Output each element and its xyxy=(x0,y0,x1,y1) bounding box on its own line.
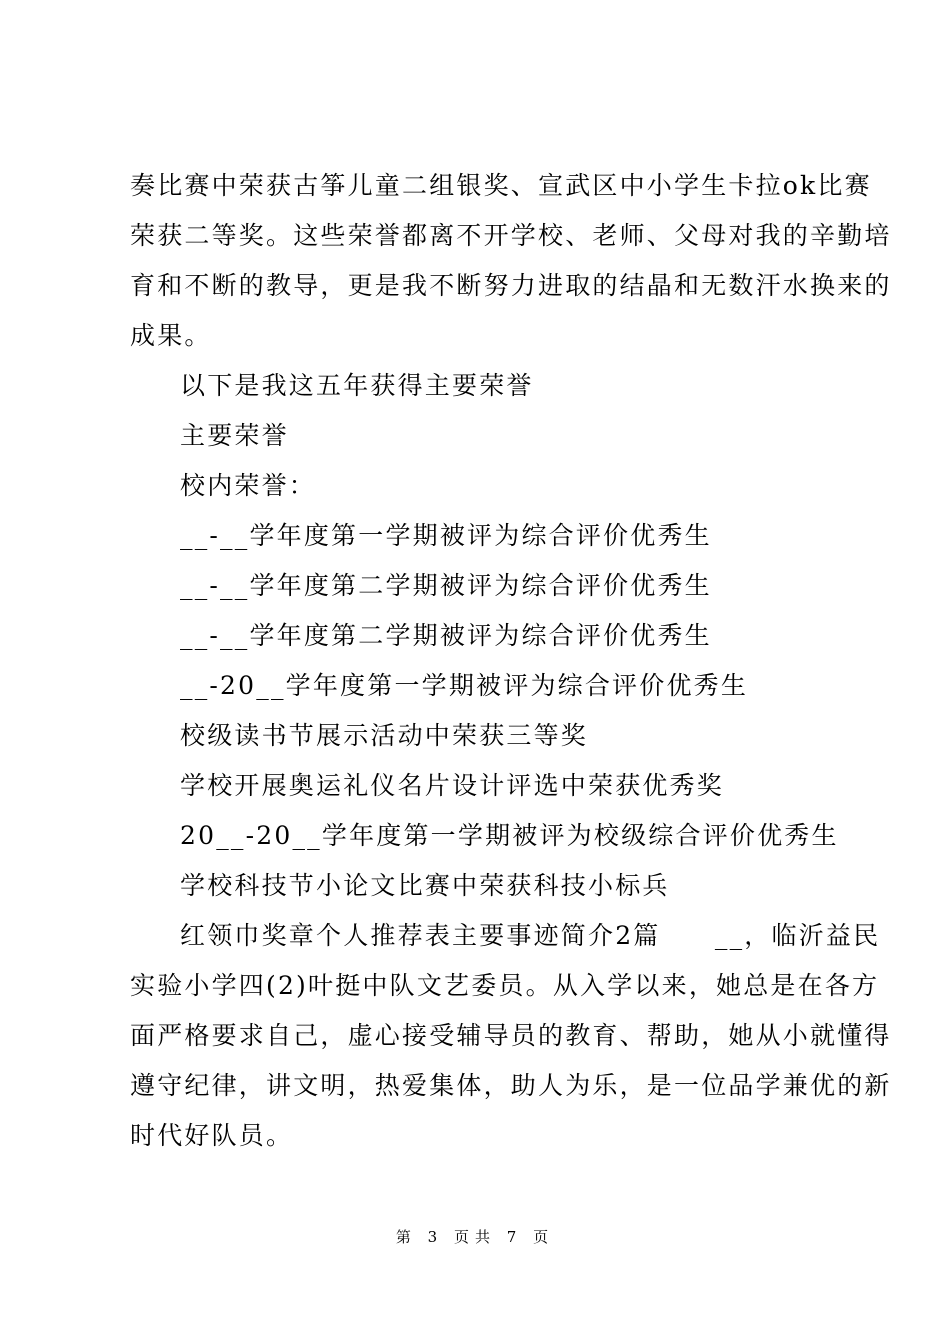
paragraph-line: 面严格要求自己，虚心接受辅导员的教育、帮助，她从小就懂得 xyxy=(130,1021,892,1050)
paragraph-line: 实验小学四(2)叶挺中队文艺委员。从入学以来，她总是在各方 xyxy=(130,971,880,1000)
paragraph-line: 成果。 xyxy=(130,321,212,350)
honor-item: 20__-20__学年度第一学期被评为校级综合评价优秀生 xyxy=(180,821,839,850)
honor-item: 学校科技节小论文比赛中荣获科技小标兵 xyxy=(180,871,670,900)
paragraph-line: 奏比赛中荣获古筝儿童二组银奖、宣武区中小学生卡拉ok比赛 xyxy=(130,171,872,200)
page-number-footer: 第 3 页共 7 页 xyxy=(395,1228,555,1246)
honor-item: __-__学年度第二学期被评为综合评价优秀生 xyxy=(180,621,712,650)
honor-item: 校级读书节展示活动中荣获三等奖 xyxy=(180,721,589,750)
paragraph-line: 时代好队员。 xyxy=(130,1121,294,1150)
section-intro: 以下是我这五年获得主要荣誉 xyxy=(180,371,534,400)
paragraph-line: 遵守纪律，讲文明，热爱集体，助人为乐，是一位品学兼优的新 xyxy=(130,1071,892,1100)
section-heading: 主要荣誉 xyxy=(180,421,289,450)
honor-item: __-__学年度第一学期被评为综合评价优秀生 xyxy=(180,521,712,550)
honor-item: 学校开展奥运礼仪名片设计评选中荣获优秀奖 xyxy=(180,771,725,800)
paragraph-line: 红领巾奖章个人推荐表主要事迹简介2篇 __，临沂益民 xyxy=(180,921,881,950)
paragraph-line: 育和不断的教导，更是我不断努力进取的结晶和无数汗水换来的 xyxy=(130,271,892,300)
honor-item: __-20__学年度第一学期被评为综合评价优秀生 xyxy=(180,671,749,700)
paragraph-line: 荣获二等奖。这些荣誉都离不开学校、老师、父母对我的辛勤培 xyxy=(130,221,892,250)
honor-item: __-__学年度第二学期被评为综合评价优秀生 xyxy=(180,571,712,600)
subsection-heading: 校内荣誉： xyxy=(180,471,317,500)
